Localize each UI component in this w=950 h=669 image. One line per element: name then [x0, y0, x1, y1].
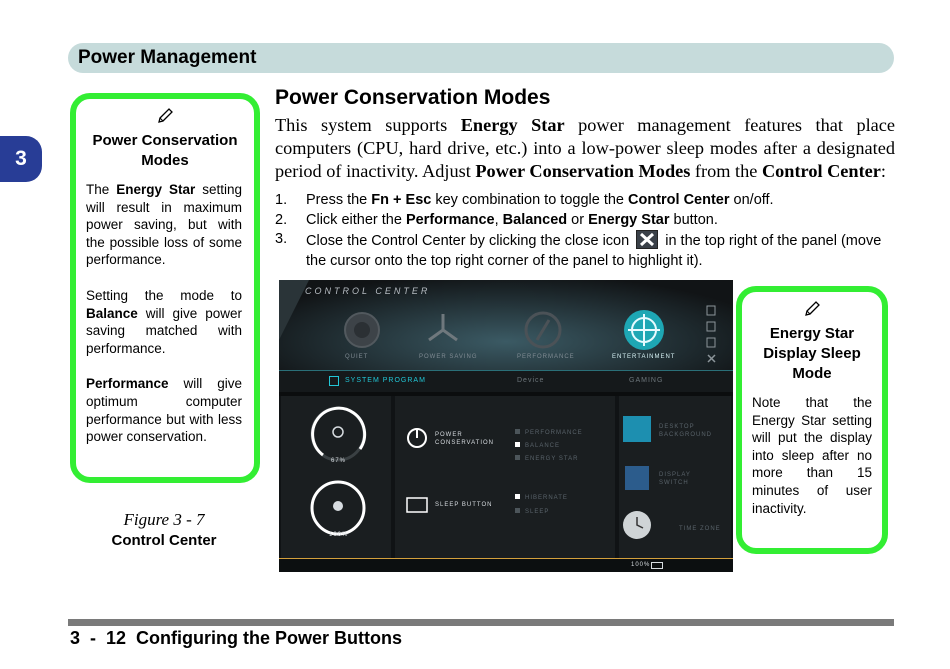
figure-number: Figure 3 - 7 — [123, 510, 205, 529]
pencil-icon — [803, 300, 821, 318]
display-switch-label[interactable]: DISPLAY — [659, 472, 691, 478]
option-sleep[interactable]: SLEEP — [525, 509, 550, 515]
note-paragraph: The Energy Star setting will result in maximum power saving, but with the possible loss of some performance. — [86, 182, 243, 268]
power-options-panel — [395, 396, 615, 558]
intro-paragraph: This system supports Energy Star power management features that place computers (CPU, hard drive, etc.) into a low-power sleep modes after a designated period of inactivity. Adjust Power Conservation Modes from the Control Center: — [275, 115, 896, 181]
steps-list — [275, 191, 895, 271]
control-center-tabbar — [279, 370, 733, 392]
page-title: Power Conservation Modes — [275, 86, 551, 109]
section-title: Power Management — [78, 47, 257, 68]
sidebar-note-display-sleep — [736, 286, 888, 554]
tab-gaming[interactable]: GAMING — [629, 377, 664, 384]
brightness-value: 67% — [331, 458, 347, 464]
figure-caption — [66, 510, 262, 549]
close-icon — [636, 230, 658, 249]
mode-label-entertainment[interactable]: ENTERTAINMENT — [612, 354, 676, 360]
status-bar — [279, 558, 733, 572]
page-footer: 3 - 12 Configuring the Power Buttons — [70, 628, 403, 648]
note-paragraph: Setting the mode to Balance will give power saving matched with performance. — [86, 287, 242, 356]
control-center-screenshot — [279, 280, 733, 572]
battery-icon — [651, 562, 663, 569]
desktop-background-label[interactable]: DESKTOP — [659, 424, 695, 430]
figure-title: Control Center — [111, 532, 217, 549]
desktop-options-panel — [619, 396, 731, 558]
app-title: CONTROL CENTER — [305, 286, 431, 296]
chapter-tab: 3 — [0, 136, 42, 182]
desktop-background-label[interactable]: BACKGROUND — [659, 432, 713, 438]
list-item: 3. Close the Control Center by clicking the close icon in the top right of the panel (move the cursor onto the top right corner of the panel to highlight it). — [275, 231, 882, 269]
option-performance[interactable]: PERFORMANCE — [525, 430, 583, 436]
sleep-button-label: SLEEP BUTTON — [435, 502, 493, 508]
tab-device[interactable]: Device — [517, 377, 545, 384]
section-header — [68, 43, 894, 73]
option-balance[interactable]: BALANCE — [525, 443, 561, 449]
battery-value: 100% — [631, 562, 651, 568]
mode-label-performance[interactable]: PERFORMANCE — [517, 354, 575, 360]
slider-panel — [281, 396, 391, 558]
power-conservation-label: POWER — [435, 432, 463, 438]
note-title: Energy Star Display Sleep Mode — [763, 325, 861, 382]
mode-label-quiet[interactable]: QUIET — [345, 354, 369, 360]
tab-system-program[interactable]: SYSTEM PROGRAM — [345, 377, 426, 384]
sidebar-note-power-modes — [70, 93, 260, 483]
option-energy-star[interactable]: ENERGY STAR — [525, 456, 579, 462]
option-hibernate[interactable]: HIBERNATE — [525, 495, 568, 501]
list-item: 2. Click either the Performance, Balanced or Energy Star button. — [275, 211, 718, 228]
volume-value: 100% — [329, 532, 349, 538]
footer-rule — [68, 619, 894, 626]
note-paragraph: Note that the Energy Star setting will put the display into sleep after no more than 15 minutes of user inactivity. — [752, 395, 872, 516]
system-program-icon — [329, 376, 339, 386]
note-title: Power Conservation Modes — [92, 132, 238, 169]
pencil-icon — [156, 107, 174, 125]
list-item: 1. Press the Fn + Esc key combination to toggle the Control Center on/off. — [275, 192, 774, 208]
display-switch-label[interactable]: SWITCH — [659, 480, 689, 486]
power-conservation-label: CONSERVATION — [435, 440, 495, 446]
mode-label-power-saving[interactable]: POWER SAVING — [419, 354, 478, 360]
power-saving-mode-icon — [429, 314, 457, 340]
note-paragraph: Performance will give optimum computer performance but with less power conservation. — [86, 376, 242, 445]
time-zone-label[interactable]: TIME ZONE — [679, 526, 721, 532]
